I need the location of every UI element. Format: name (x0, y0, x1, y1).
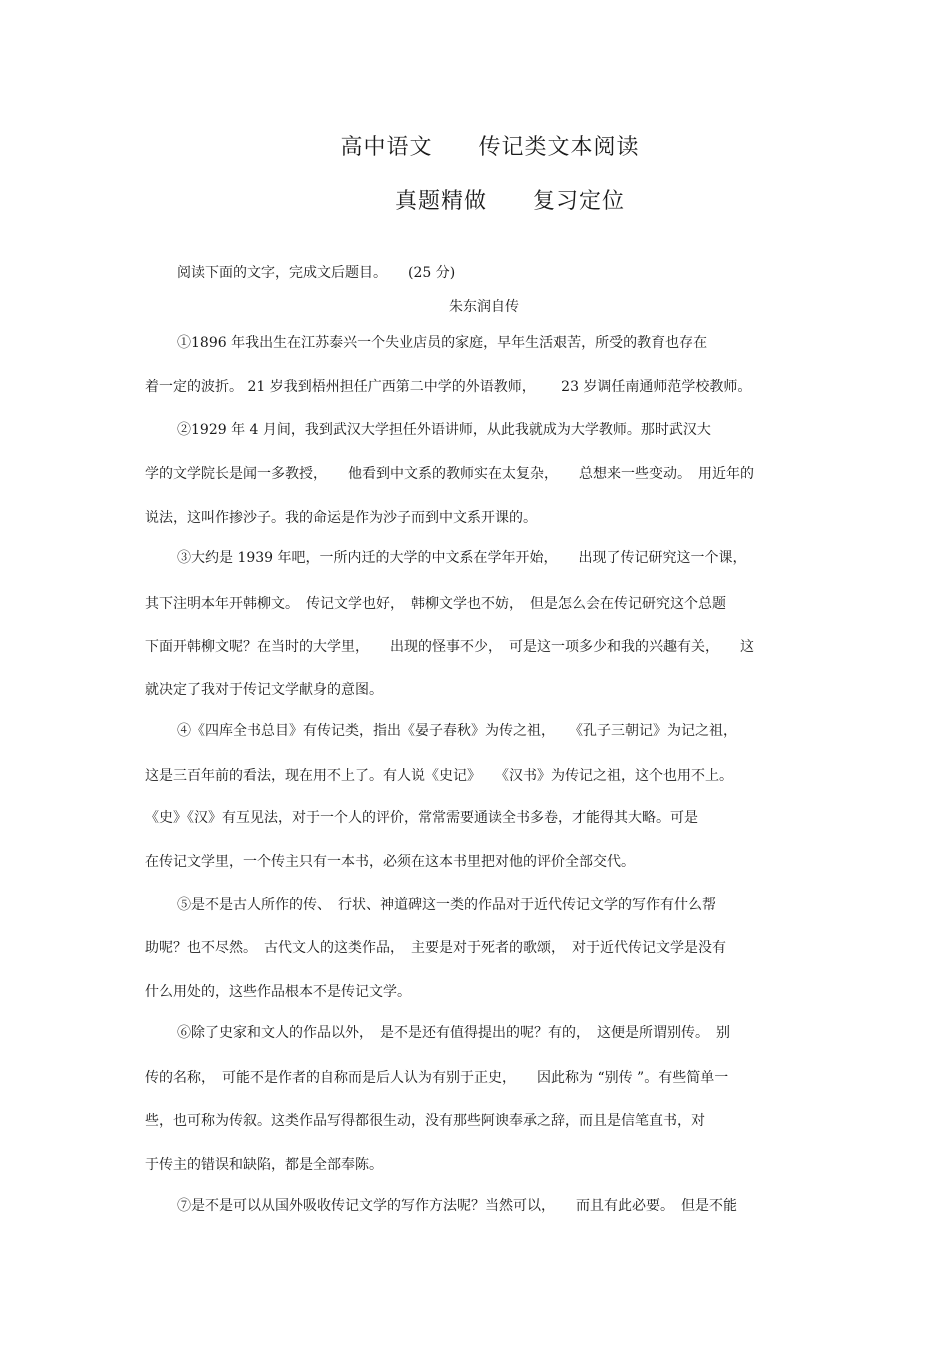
paragraph-line: 于传主的错误和缺陷，都是全部奉陈。 (145, 1157, 383, 1173)
paragraph-line: 学的文学院长是闻一多教授， 他看到中文系的教师实在太复杂， 总想来一些变动。 用近年的 (145, 466, 754, 482)
document-subtitle: 真题精做 复习定位 (394, 189, 625, 214)
paragraph-line: 着一定的波折。 21 岁我到梧州担任广西第二中学的外语教师， 23 岁调任南通师范学校教师。 (145, 379, 752, 395)
paragraph-line: 这是三百年前的看法，现在用不上了。有人说《史记》 《汉书》为传记之祖，这个也用不上。 (145, 768, 733, 784)
document-title: 高中语文 传记类文本阅读 (340, 135, 640, 160)
paragraph-line: ③大约是 1939 年吧，一所内迁的大学的中文系在学年开始， 出现了传记研究这一个课， (177, 550, 747, 566)
instruction-text: 阅读下面的文字，完成文后题目。 (25 分) (177, 265, 456, 281)
paragraph-line: 其下注明本年开韩柳文。 传记文学也好， 韩柳文学也不妨， 但是怎么会在传记研究这个总题 (145, 596, 726, 612)
paragraph-line: 就决定了我对于传记文学献身的意图。 (145, 682, 383, 698)
paragraph-line: 在传记文学里，一个传主只有一本书，必须在这本书里把对他的评价全部交代。 (145, 854, 635, 870)
article-title: 朱东润自传 (449, 299, 519, 315)
paragraph-line: 助呢？也不尽然。 古代文人的这类作品， 主要是对于死者的歌颂， 对于近代传记文学是没有 (145, 940, 726, 956)
paragraph-line: 些，也可称为传叙。这类作品写得都很生动，没有那些阿谀奉承之辞，而且是信笔直书，对 (145, 1113, 705, 1129)
paragraph-line: ④《四库全书总目》有传记类，指出《晏子春秋》为传之祖， 《孔子三朝记》为记之祖， (177, 723, 737, 739)
paragraph-line: ①1896 年我出生在江苏泰兴一个失业店员的家庭，早年生活艰苦，所受的教育也存在 (177, 335, 708, 351)
paragraph-line: 下面开韩柳文呢？在当时的大学里， 出现的怪事不少， 可是这一项多少和我的兴趣有关， 这 (145, 639, 754, 655)
paragraph-line: 说法，这叫作掺沙子。我的命运是作为沙子而到中文系开课的。 (145, 510, 537, 526)
paragraph-line: 什么用处的，这些作品根本不是传记文学。 (145, 984, 411, 1000)
paragraph-line: 《史》《汉》有互见法，对于一个人的评价，常常需要通读全书多卷，才能得其大略。可是 (145, 810, 698, 826)
paragraph-line: ⑥除了史家和文人的作品以外， 是不是还有值得提出的呢？有的， 这便是所谓别传。 别 (177, 1025, 730, 1041)
paragraph-line: ⑤是不是古人所作的传、 行状、神道碑这一类的作品对于近代传记文学的写作有什么帮 (177, 897, 716, 913)
paragraph-line: 传的名称， 可能不是作者的自称而是后人认为有别于正史， 因此称为 “别传 ”。有些简单一 (145, 1070, 729, 1086)
paragraph-line: ②1929 年 4 月间，我到武汉大学担任外语讲师，从此我就成为大学教师。那时武汉大 (177, 422, 711, 438)
paragraph-line: ⑦是不是可以从国外吸收传记文学的写作方法呢？当然可以， 而且有此必要。 但是不能 (177, 1198, 737, 1214)
